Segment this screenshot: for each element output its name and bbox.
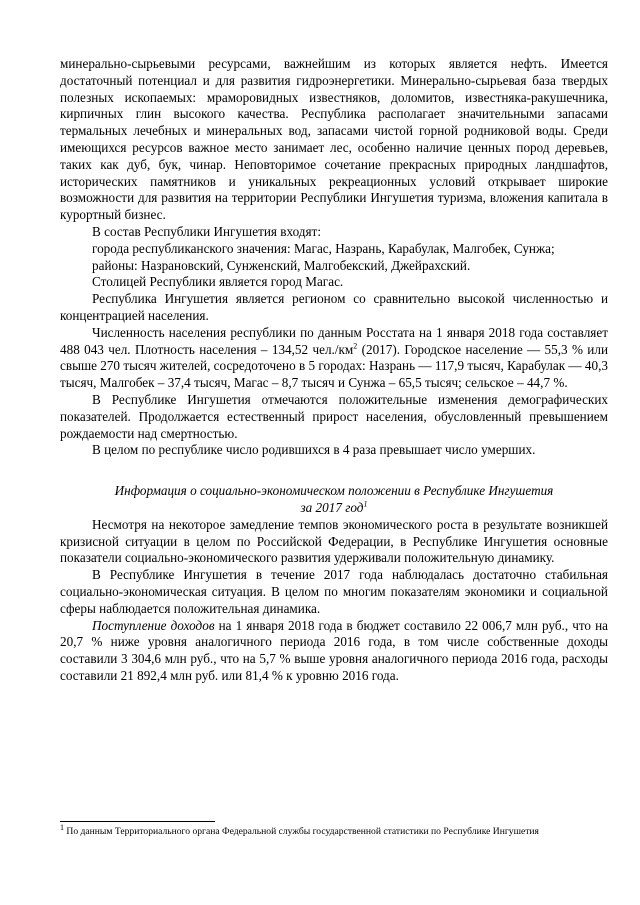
section-title-line1: Информация о социально-экономическом положении в Республике Ингушетия	[114, 483, 554, 499]
population-stats-part2: (2017). Городское население — 55,3 % или свыше 270 тысяч жителей, сосредоточено в 5 городах: Назрань — 117,9 тысяч, Карабулак — 40,3 тысяч, Малгобек – 37,4 тысяч, Магас – 8,7 тысяч и Сунжа – 65,5 тысяч; сельское – 44,7 %.	[60, 341, 608, 391]
revenue-details: на 1 января 2018 года в бюджет составило 22 006,7 млн руб., что на 20,7 % ниже уровня аналогичного периода 2016 года, в том числе собственные доходы составили 3 304,6 млн руб., что на 5,7 % выше уровня аналогичного периода 2016 года, расходы составили 21 892,4 млн руб. или 81,4 % к уровню 2016 года.	[60, 617, 608, 683]
paragraph-population-concentration: Республика Ингушетия является регионом со сравнительно высокой численностью и концентрацией населения.	[60, 291, 608, 323]
superscript-square: 2	[353, 341, 358, 351]
paragraph-districts: районы: Назрановский, Сунженский, Малгобекский, Джейрахский.	[92, 257, 471, 273]
footnote	[60, 822, 620, 838]
paragraph-births: В целом по республике число родившихся в 4 раза превышает число умерших.	[92, 442, 536, 458]
footnote-text: По данным Территориального органа Федеральной службы государственной статистики по Республике Ингушетия	[64, 826, 539, 837]
paragraph-revenue	[60, 618, 608, 685]
footnote-divider	[60, 821, 215, 822]
footnote-reference: 1	[363, 499, 368, 509]
footnote-marker: 1	[60, 822, 64, 832]
section-title-line2: за 2017 год$^1$	[300, 499, 368, 515]
paragraph-economic-growth: Несмотря на некоторое замедление темпов экономического роста в результате возникшей кризисной ситуации в целом по Российской Федерации, в Республике Ингушетия основные показатели социально-экономического развития удерживали положительную динамику.	[60, 516, 608, 566]
section-title	[60, 483, 608, 517]
paragraph-resources: минерально-сырьевыми ресурсами, важнейшим из которых является нефть. Имеется достаточный потенциал и для развития гидроэнергетики. Минерально-сырьевая база твердых полезных ископаемых: мраморовидных известняков, доломитов, известняка-ракушечника, кирпичных глин высокого качества. Республика располагает значительными запасами термальных лечебных и минеральных вод, запасами чистой горной родниковой воды. Среди имеющихся ресурсов важное место занимает лес, особенно наличие ценных пород деревьев, таких как дуб, бук, чинар. Неповторимое сочетание прекрасных природных ландшафтов, исторических памятников и уникальных рекреационных условий открывает широкие возможности для развития на территории Республики Ингушетия туризма, вложения капитала в курортный бизнес.	[60, 56, 608, 223]
document-body	[60, 56, 608, 685]
revenue-term: Поступление доходов	[92, 617, 215, 633]
paragraph-capital: Столицей Республики является город Магас.	[92, 274, 344, 290]
paragraph-cities: города республиканского значения: Магас, Назрань, Карабулак, Малгобек, Сунжа;	[92, 240, 555, 256]
paragraph-composition-intro: В состав Республики Ингушетия входят:	[92, 223, 321, 239]
paragraph-demographics: В Республике Ингушетия отмечаются положительные изменения демографических показателей. Продолжается естественный прирост населения, обусловленный превышением рождаемости над смертностью.	[60, 391, 608, 441]
population-stats-part1: Численность населения республики по данным Росстата на 1 января 2018 года составляет 488 043 чел. Плотность населения – 134,52 чел./км	[60, 324, 608, 357]
paragraph-population-stats	[60, 325, 608, 392]
paragraph-stability: В Республике Ингушетия в течение 2017 года наблюдалась достаточно стабильная социально-экономическая ситуация. В целом по многим показателям экономики и социальной сферы наблюдается положительная динамика.	[60, 567, 608, 616]
